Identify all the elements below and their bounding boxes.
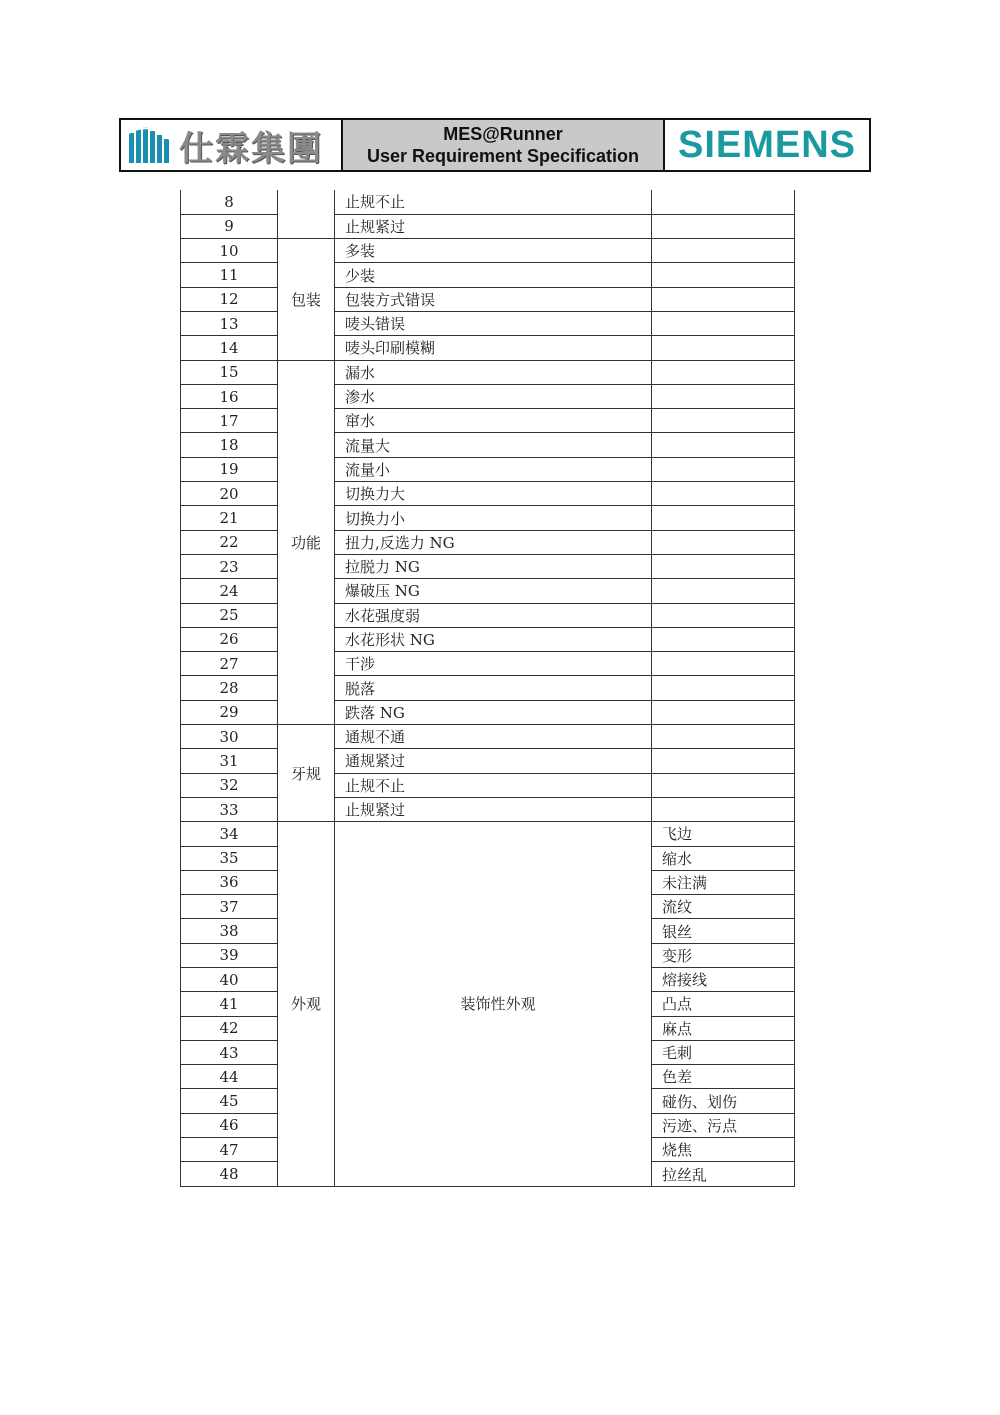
category-packaging: 包装	[278, 239, 335, 360]
row-number: 27	[181, 652, 278, 676]
sub-cell	[652, 482, 795, 506]
item-cell: 窜水	[335, 409, 652, 433]
sub-cell: 飞边	[652, 822, 795, 846]
company-logo-icon	[127, 125, 171, 165]
siemens-wordmark: SIEMENS	[677, 123, 857, 166]
sub-cell: 烧焦	[652, 1138, 795, 1162]
item-cell: 通规不通	[335, 725, 652, 749]
sub-cell	[652, 409, 795, 433]
sub-cell	[652, 287, 795, 311]
row-number: 8	[181, 190, 278, 214]
row-number: 37	[181, 895, 278, 919]
title-line-2: User Requirement Specification	[366, 146, 640, 166]
table-row	[181, 506, 795, 530]
item-cell: 止规不止	[335, 773, 652, 797]
row-number: 42	[181, 1016, 278, 1040]
table-row	[181, 311, 795, 335]
sub-cell: 变形	[652, 943, 795, 967]
item-cell: 拉脱力 NG	[335, 554, 652, 578]
item-cell: 流量小	[335, 457, 652, 481]
row-number: 21	[181, 506, 278, 530]
sub-cell: 色差	[652, 1065, 795, 1089]
table-row	[181, 554, 795, 578]
row-number: 14	[181, 336, 278, 360]
sub-cell: 拉丝乱	[652, 1162, 795, 1186]
table-row	[181, 579, 795, 603]
item-cell: 包装方式错误	[335, 287, 652, 311]
item-cell: 流量大	[335, 433, 652, 457]
row-number: 38	[181, 919, 278, 943]
sub-cell: 熔接线	[652, 968, 795, 992]
row-number: 29	[181, 700, 278, 724]
row-number: 35	[181, 846, 278, 870]
row-number: 22	[181, 530, 278, 554]
table-row	[181, 700, 795, 724]
table-row	[181, 239, 795, 263]
sub-cell	[652, 457, 795, 481]
sub-cell: 麻点	[652, 1016, 795, 1040]
row-number: 18	[181, 433, 278, 457]
row-number: 46	[181, 1113, 278, 1137]
sub-cell	[652, 506, 795, 530]
row-number: 41	[181, 992, 278, 1016]
table-row	[181, 433, 795, 457]
table-row	[181, 822, 795, 846]
table-row	[181, 384, 795, 408]
row-number: 11	[181, 263, 278, 287]
category-cell	[278, 190, 335, 239]
sub-cell: 缩水	[652, 846, 795, 870]
sub-cell	[652, 530, 795, 554]
row-number: 10	[181, 239, 278, 263]
table-row	[181, 725, 795, 749]
document-header	[119, 118, 871, 172]
row-number: 16	[181, 384, 278, 408]
row-number: 17	[181, 409, 278, 433]
item-cell: 唛头印刷模糊	[335, 336, 652, 360]
row-number: 24	[181, 579, 278, 603]
sub-cell	[652, 603, 795, 627]
row-number: 36	[181, 870, 278, 894]
item-cell: 少装	[335, 263, 652, 287]
row-number: 28	[181, 676, 278, 700]
table-row	[181, 457, 795, 481]
sub-cell	[652, 214, 795, 238]
row-number: 40	[181, 968, 278, 992]
item-decorative-appearance: 装饰性外观	[335, 822, 652, 1186]
row-number: 9	[181, 214, 278, 238]
table-row	[181, 409, 795, 433]
row-number: 13	[181, 311, 278, 335]
row-number: 33	[181, 797, 278, 821]
item-cell: 多装	[335, 239, 652, 263]
sub-cell	[652, 384, 795, 408]
row-number: 39	[181, 943, 278, 967]
table-row	[181, 749, 795, 773]
row-number: 45	[181, 1089, 278, 1113]
table-row	[181, 214, 795, 238]
sub-cell: 凸点	[652, 992, 795, 1016]
category-function: 功能	[278, 360, 335, 724]
row-number: 43	[181, 1040, 278, 1064]
row-number: 26	[181, 627, 278, 651]
category-appearance: 外观	[278, 822, 335, 1186]
item-cell: 漏水	[335, 360, 652, 384]
table-row	[181, 336, 795, 360]
table-row	[181, 530, 795, 554]
item-cell: 止规紧过	[335, 214, 652, 238]
item-cell: 切换力小	[335, 506, 652, 530]
sub-cell	[652, 554, 795, 578]
sub-cell	[652, 652, 795, 676]
siemens-logo	[665, 120, 869, 170]
sub-cell: 碰伤、划伤	[652, 1089, 795, 1113]
table-row	[181, 482, 795, 506]
sub-cell: 毛刺	[652, 1040, 795, 1064]
sub-cell: 流纹	[652, 895, 795, 919]
table-row	[181, 190, 795, 214]
row-number: 44	[181, 1065, 278, 1089]
item-cell: 水花强度弱	[335, 603, 652, 627]
table-row	[181, 797, 795, 821]
sub-cell	[652, 700, 795, 724]
sub-cell	[652, 749, 795, 773]
row-number: 19	[181, 457, 278, 481]
sub-cell: 银丝	[652, 919, 795, 943]
sub-cell	[652, 797, 795, 821]
defect-table	[180, 190, 795, 1187]
item-cell: 渗水	[335, 384, 652, 408]
title-line-1: MES@Runner	[443, 124, 563, 144]
sub-cell	[652, 627, 795, 651]
row-number: 34	[181, 822, 278, 846]
sub-cell	[652, 676, 795, 700]
row-number: 31	[181, 749, 278, 773]
table-row	[181, 773, 795, 797]
table-row	[181, 360, 795, 384]
company-name: 仕霖集團	[179, 128, 323, 169]
sub-cell	[652, 579, 795, 603]
sub-cell	[652, 773, 795, 797]
item-cell: 水花形状 NG	[335, 627, 652, 651]
row-number: 12	[181, 287, 278, 311]
row-number: 47	[181, 1138, 278, 1162]
row-number: 15	[181, 360, 278, 384]
category-thread: 牙规	[278, 725, 335, 822]
sub-cell	[652, 263, 795, 287]
table-row	[181, 263, 795, 287]
item-cell: 脱落	[335, 676, 652, 700]
company-logo	[121, 120, 343, 170]
row-number: 30	[181, 725, 278, 749]
table-row	[181, 652, 795, 676]
table-row	[181, 287, 795, 311]
item-cell: 干涉	[335, 652, 652, 676]
table-row	[181, 627, 795, 651]
item-cell: 跌落 NG	[335, 700, 652, 724]
item-cell: 止规紧过	[335, 797, 652, 821]
row-number: 48	[181, 1162, 278, 1186]
sub-cell	[652, 190, 795, 214]
table-row	[181, 603, 795, 627]
sub-cell	[652, 360, 795, 384]
sub-cell	[652, 239, 795, 263]
sub-cell	[652, 433, 795, 457]
item-cell: 扭力,反选力 NG	[335, 530, 652, 554]
item-cell: 止规不止	[335, 190, 652, 214]
item-cell: 唛头错误	[335, 311, 652, 335]
row-number: 32	[181, 773, 278, 797]
item-cell: 切换力大	[335, 482, 652, 506]
sub-cell	[652, 311, 795, 335]
document-title	[343, 120, 665, 170]
sub-cell	[652, 336, 795, 360]
row-number: 20	[181, 482, 278, 506]
item-cell: 爆破压 NG	[335, 579, 652, 603]
sub-cell: 未注满	[652, 870, 795, 894]
table-row	[181, 676, 795, 700]
sub-cell	[652, 725, 795, 749]
sub-cell: 污迹、污点	[652, 1113, 795, 1137]
row-number: 23	[181, 554, 278, 578]
item-cell: 通规紧过	[335, 749, 652, 773]
row-number: 25	[181, 603, 278, 627]
